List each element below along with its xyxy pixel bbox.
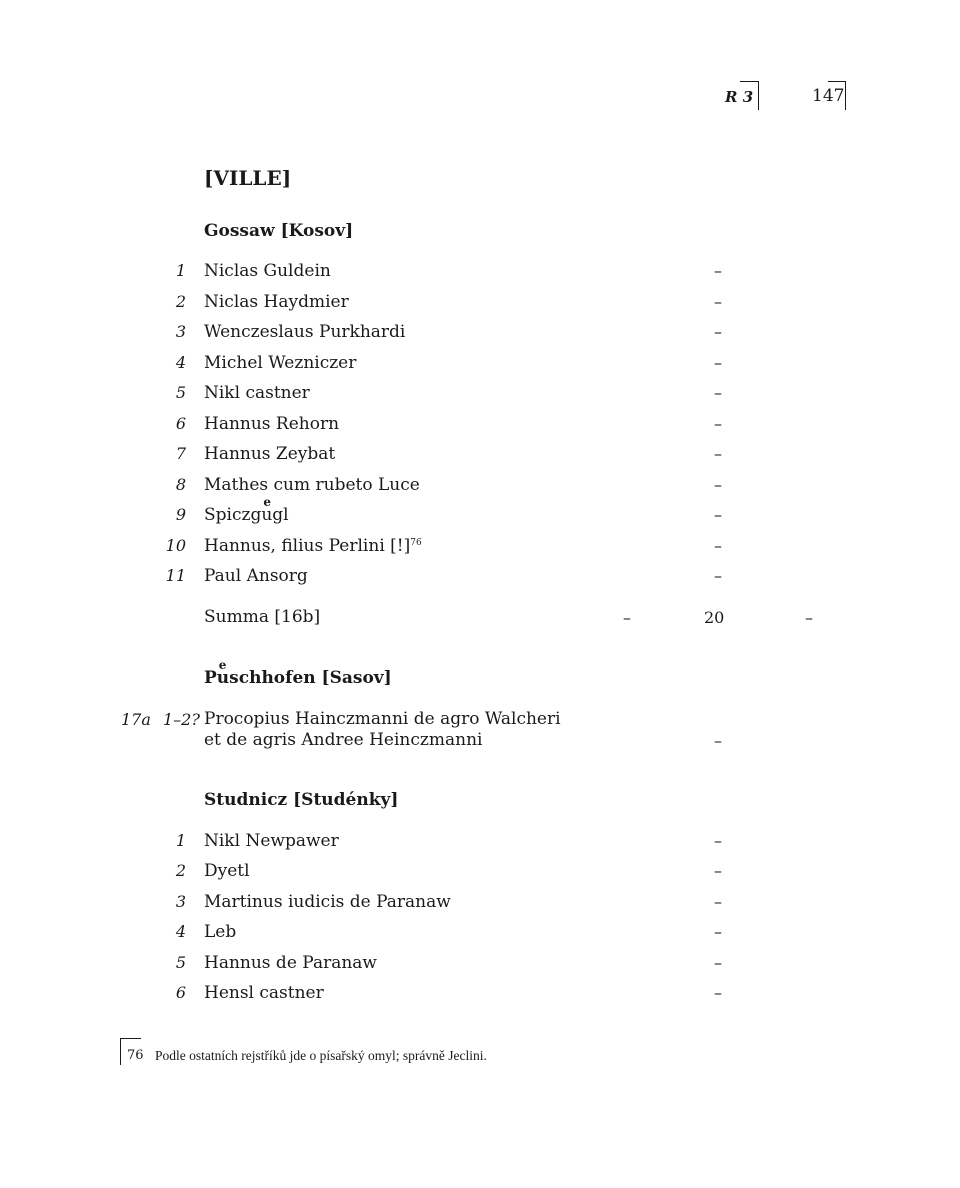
entry-value: – <box>714 292 722 311</box>
list-item <box>0 861 960 885</box>
section-title: [VILLE] <box>204 166 292 190</box>
entry-number: 2 <box>175 292 186 311</box>
list-item <box>0 261 960 285</box>
entry-value: – <box>714 261 722 280</box>
village-heading-studnicz: Studnicz [Studénky] <box>204 790 399 810</box>
list-item <box>0 495 960 529</box>
entry-number: 10 <box>165 536 186 555</box>
entry-value: – <box>714 353 722 372</box>
entry-name: Nikl Newpawer <box>204 831 339 851</box>
entry-value: – <box>714 922 722 941</box>
list-item <box>0 292 960 316</box>
village-heading-puschhofen <box>204 658 392 688</box>
entry-name: Hannus Rehorn <box>204 414 340 434</box>
entry-name <box>204 495 289 525</box>
entry-value: – <box>714 536 722 555</box>
list-item <box>0 414 960 438</box>
entry-number: 4 <box>175 922 186 941</box>
entry-value: – <box>714 566 722 585</box>
village-name-part: uschhofen [Sasov] <box>216 668 392 688</box>
entry-name <box>204 536 422 556</box>
entry-number: 11 <box>165 566 186 585</box>
entry-value: – <box>714 475 722 494</box>
entry-number: 9 <box>175 505 186 524</box>
register-signature: R 3 <box>725 88 754 106</box>
summa-col1: – <box>623 608 631 627</box>
entry-value: – <box>714 505 722 524</box>
entry-name: Martinus iudicis de Paranaw <box>204 892 451 912</box>
entry-number: 3 <box>175 322 186 341</box>
entry-number: 2 <box>175 861 186 880</box>
superscript-letter <box>216 658 392 688</box>
entry-name: Niclas Haydmier <box>204 292 349 312</box>
entry-name: Dyetl <box>204 861 250 881</box>
superscript-mark: e <box>218 658 227 672</box>
entry-value: – <box>714 383 722 402</box>
entry-value: – <box>714 983 722 1002</box>
list-item <box>0 566 960 590</box>
entry-name-part: Spiczg <box>204 505 262 525</box>
entry-name: Hannus Zeybat <box>204 444 336 464</box>
list-item <box>0 831 960 855</box>
entry-number: 6 <box>175 414 186 433</box>
footnote-ref[interactable]: 76 <box>410 538 422 548</box>
entry-value: – <box>714 731 722 750</box>
entry-name: Nikl castner <box>204 383 310 403</box>
summa-label: Summa [16b] <box>204 607 321 627</box>
entry-name: Paul Ansorg <box>204 566 308 586</box>
superscript-letter <box>261 495 289 525</box>
summa-col3: – <box>805 608 813 627</box>
list-item <box>0 383 960 407</box>
folio-reference: 17a <box>121 710 151 729</box>
entry-name: Michel Wezniczer <box>204 353 357 373</box>
entry-value: – <box>714 861 722 880</box>
entry-number: 3 <box>175 892 186 911</box>
list-item <box>0 353 960 377</box>
page-number: 147 <box>812 86 845 106</box>
entry-number: 4 <box>175 353 186 372</box>
entry-value: – <box>714 831 722 850</box>
entry-value: – <box>714 322 722 341</box>
entry-name-line1: Procopius Hainczmanni de agro Walcheri <box>204 709 561 729</box>
list-item <box>0 953 960 977</box>
summa-col2: 20 <box>704 608 725 627</box>
list-item <box>0 536 960 560</box>
entry-number: 1 <box>175 261 186 280</box>
village-name-part: P <box>204 668 217 688</box>
entry-name: Hensl castner <box>204 983 324 1003</box>
entry-name: Wenczeslaus Purkhardi <box>204 322 406 342</box>
village-heading-gossaw: Gossaw [Kosov] <box>204 221 354 241</box>
entry-number-range: 1–2? <box>163 710 200 729</box>
entry-value: – <box>714 444 722 463</box>
entry-number: 6 <box>175 983 186 1002</box>
entry-value: – <box>714 953 722 972</box>
signature-corner-mark <box>740 81 759 110</box>
entry-number: 5 <box>175 383 186 402</box>
list-item <box>0 444 960 468</box>
entry-name-part: ugl <box>261 505 289 525</box>
list-item <box>0 322 960 346</box>
entry-number: 8 <box>175 475 186 494</box>
entry-name: Hannus de Paranaw <box>204 953 377 973</box>
entry-name-line2: et de agris Andree Heinczmanni <box>204 730 483 750</box>
list-item <box>0 983 960 1007</box>
footnote-number: 76 <box>127 1048 144 1063</box>
entry-name: Leb <box>204 922 237 942</box>
entry-name: Mathes cum rubeto Luce <box>204 475 420 495</box>
entry-value: – <box>714 414 722 433</box>
list-item <box>0 892 960 916</box>
entry-value: – <box>714 892 722 911</box>
superscript-mark: e <box>263 495 271 509</box>
list-item <box>0 475 960 499</box>
page-corner-mark <box>828 81 846 110</box>
entry-number: 1 <box>175 831 186 850</box>
list-item <box>0 922 960 946</box>
entry-name-part: Hannus, filius Perlini [!] <box>204 536 411 556</box>
footnote-text: Podle ostatních rejstříků jde o písařský omyl; správně Jeclini. <box>155 1048 487 1063</box>
entry-number: 5 <box>175 953 186 972</box>
entry-number: 7 <box>175 444 186 463</box>
entry-name: Niclas Guldein <box>204 261 331 281</box>
